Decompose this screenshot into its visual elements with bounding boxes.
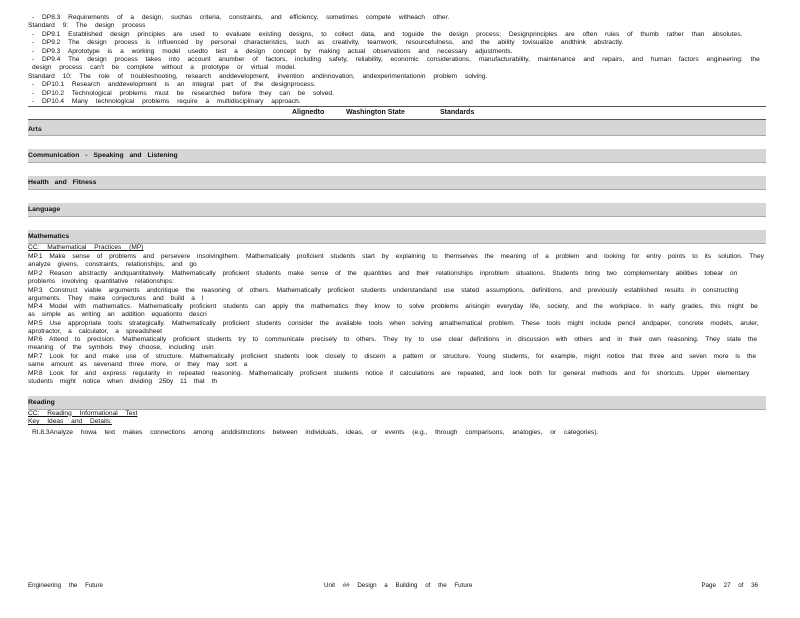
math-practice-mp3: MP.3 Construct viable arguments andcritique the reasoning of others. Mathematically proficient students understandand use stated assumptions, definitions, and previously established results in constructing arguments. They make conjectures and build a l	[28, 286, 739, 302]
math-practice-mp2: MP.2 Reason abstractly andquantitatively. Mathematically proficient students make sense of the quantities and their relationships inproblem situations. Students bring two complementary abilities tobear on problems involving quantitative relationships:	[28, 270, 738, 286]
aligned-standards-header	[28, 106, 766, 120]
section-health-fitness: Health and Fitness	[28, 176, 766, 190]
document-page	[28, 14, 766, 438]
standard-line-dp10-2: - DP10.2 Technological problems must be researched before they can be solved.	[32, 89, 334, 97]
mathematics-content	[28, 244, 766, 385]
reading-key-ideas-heading: Key Ideas and Details:	[28, 418, 112, 426]
section-reading: Reading	[28, 396, 766, 410]
standard-line-dp9-4: - DP9.4 The design process takes into account anumber of factors, including safety, reliability, economic considerations, manufacturability, maintenance and repairs, and human factors engineering: the design process can't be complete without a prototype or virtual model.	[32, 56, 760, 72]
footer-page-number: Page 27 of 36	[701, 582, 758, 589]
aligned-header-part3: Standards	[440, 109, 475, 117]
math-practice-mp6: MP.6 Attend to precision. Mathematically proficient students try to communicate precisely to others. They try to use clear definitions in discussion with others and in their own reasoning. They state the meaning of the symbols they choose, including usin	[28, 336, 758, 352]
design-process-standards	[28, 14, 766, 106]
math-practice-mp4: MP.4 Model with mathematics. Mathematically proficient students can apply the mathematics they know to solve problems arisingin everyday life, society, and the workplace. In early grades, this might be as simple as writing an addition equationto descri	[28, 303, 758, 319]
aligned-header-part1: Alignedto	[292, 109, 325, 117]
math-practice-mp8: MP.8 Look for and express regularity in repeated reasoning. Mathematically proficient students notice if calculations are repeated, and look both for general methods and for shortcuts. Upper elementary students might notice when dividing 25by 11 that th	[28, 369, 750, 385]
footer-unit-title: Unit ## Design a Building of the Future	[324, 582, 473, 589]
standard-line-dp9-3: - DP9.3 Aprototype is a working model usedto test a design concept by making actual observations and necessary adjustments.	[32, 47, 513, 55]
standard-line-dp10-1: - DP10.1 Research anddevelopment is an integral part of the designprocess.	[32, 81, 316, 89]
standard-line-dp9-1: - DP9.1 Established design principles are used to evaluate existing designs, to collect data, and toguide the design process; Designprinciples are often rules of thumb rather than absolutes.	[32, 30, 743, 38]
aligned-header-part2: Washington State	[346, 109, 405, 117]
math-practice-mp7: MP.7 Look for and make use of structure. Mathematically proficient students look closely to discern a pattern or structure. Young students, for example, might notice that three and seven more is the same amount as sevenand three more, or they may sort a	[28, 353, 757, 369]
section-arts: Arts	[28, 120, 766, 136]
math-practice-mp1: MP.1 Make sense of problems and persevere insolvingthem. Mathematically proficient students start by explaining to themselves the meaning of a problem and looking for entry points to its solution. They analyze givens, constraints, relationships, and go	[28, 253, 764, 269]
section-mathematics: Mathematics	[28, 230, 766, 244]
standard-10-heading: Standard 10: The role of troubleshooting, research anddevelopment, invention andinnovation, andexperimentationin problem solving.	[28, 72, 488, 80]
section-communication: Communication - Speaking and Listening	[28, 149, 766, 163]
standard-line-dp8-3: - DP8.3 Requirements of a design, suchas criteria, constraints, and efficiency, sometimes compete witheach other.	[32, 14, 450, 21]
reading-cc-heading: CC: Reading Informational Text	[28, 409, 138, 417]
standard-line-dp10-4: - DP10.4 Many technological problems require a multidisciplinary approach.	[32, 98, 301, 106]
math-cc-heading: CC: Mathematical Practices (MP)	[28, 244, 144, 252]
standard-line-dp9-2: - DP9.2 The design process is influenced by personal characteristics, such as creativity, teamwork, resourcefulness, and the ability tovisualize andthink abstractly.	[32, 39, 624, 47]
reading-standard-ri-8-3: RI.8.3Analyze howa text makes connections among anddistinctions between individuals, ideas, or events (e.g., through comparisons, analogies, or categories).	[32, 429, 599, 437]
math-practice-mp5: MP.5 Use appropriate tools strategically. Mathematically proficient students consider the available tools when solving amathematical problem. These tools might include pencil andpaper, concrete models, aruler, aprotractor, a calculator, a spreadsheet	[28, 319, 759, 335]
reading-content	[28, 410, 766, 438]
standard-9-heading: Standard 9: The design process	[28, 22, 146, 30]
section-language: Language	[28, 203, 766, 217]
footer-left-title: Engineering the Future	[28, 582, 103, 589]
